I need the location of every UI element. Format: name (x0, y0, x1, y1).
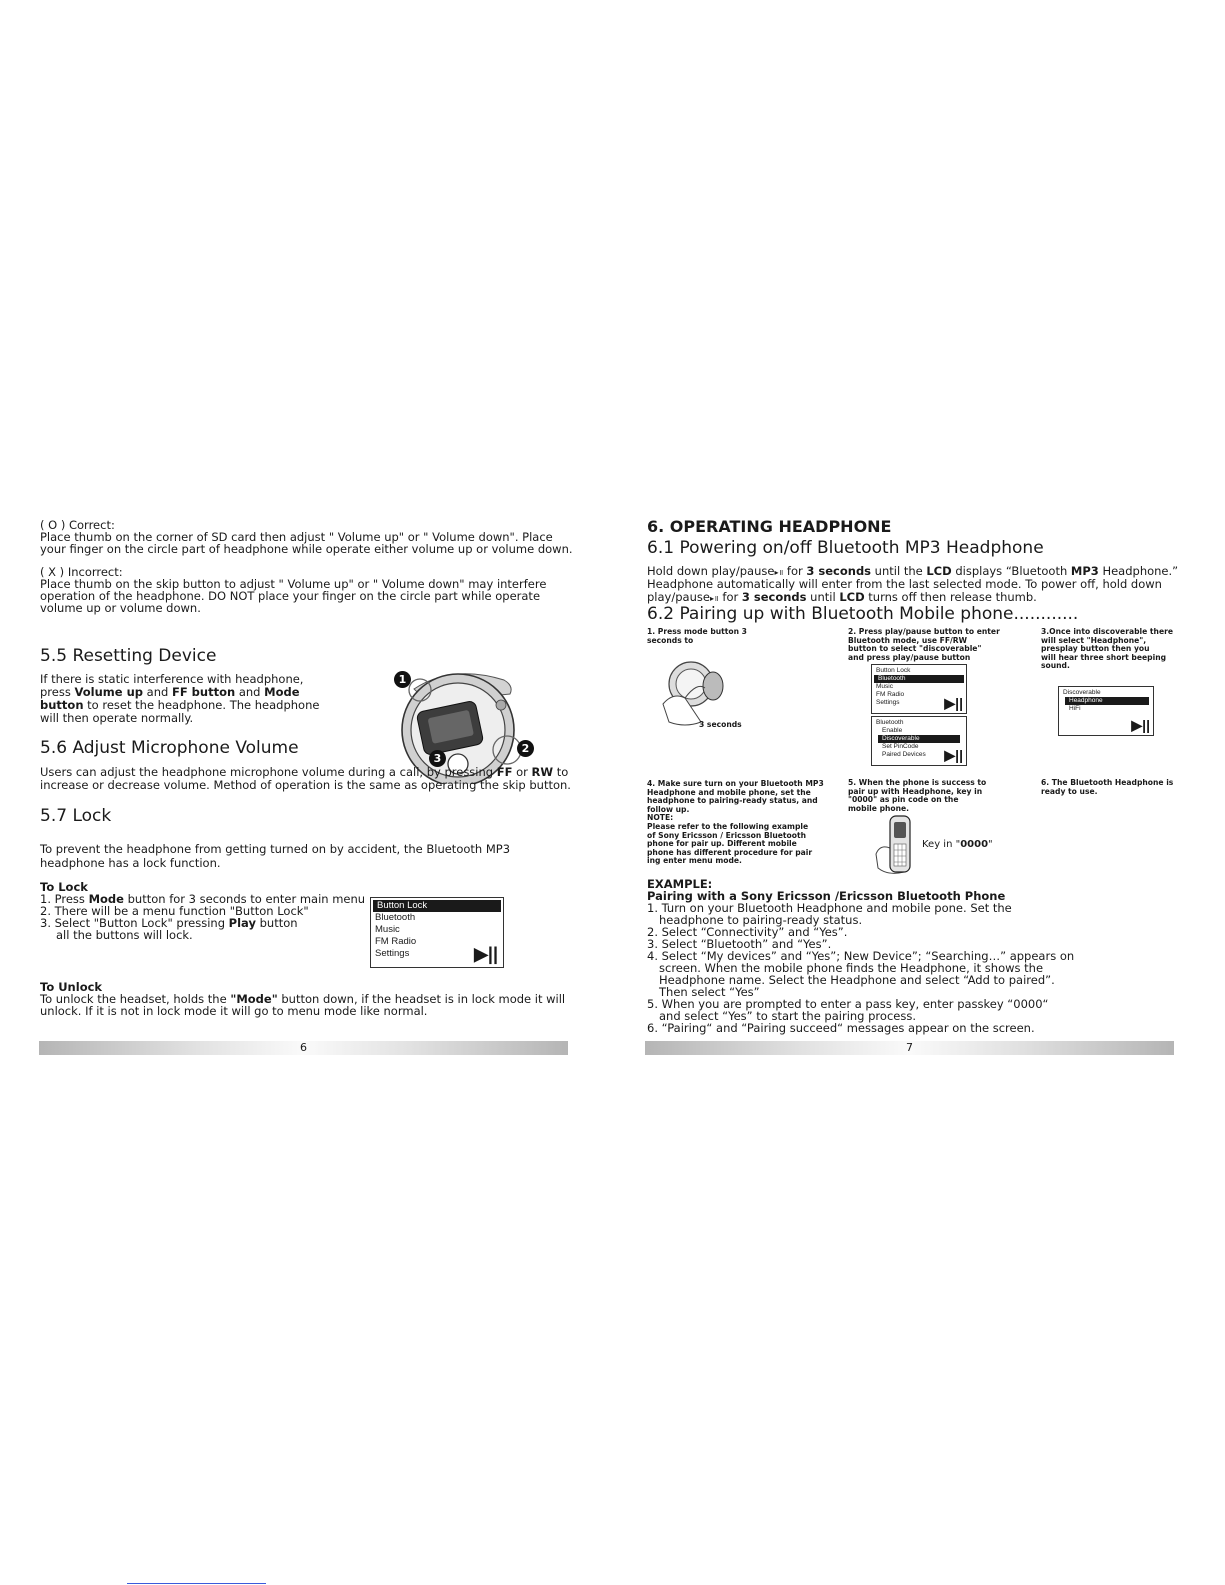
lcd-menu-item: FM Radio (876, 691, 905, 698)
lcd-menu-item: HiFi (1069, 705, 1081, 712)
power-text-line: Headphone automatically will enter from the last selected mode. To power off, hold down (647, 577, 1162, 591)
callout-badge-3: 3 (429, 750, 446, 767)
lock-step: all the buttons will lock. (56, 928, 193, 942)
example-subheading: Pairing with a Sony Ericsson /Ericsson Bluetooth Phone (647, 889, 1006, 903)
lcd-menu-item: Enable (882, 727, 903, 734)
lock-step: 1. Press Mode button for 3 seconds to enter main menu (40, 892, 366, 906)
example-line: screen. When the mobile phone finds the Headphone, it shows the (659, 961, 1044, 975)
section-title-pairing: 6.2 Pairing up with Bluetooth Mobile phone............ (647, 604, 1079, 624)
example-line: 1. Turn on your Bluetooth Headphone and mobile pone. Set the (647, 901, 1012, 915)
pairing-step-5: 5. When the phone is success to pair up with Headphone, key in "0000" as pin code on the mobile phone. (848, 778, 987, 813)
to-lock-heading: To Lock (40, 880, 88, 894)
step-1-caption: 3 seconds (699, 720, 742, 729)
key-in-label: Key in "0000" (922, 839, 993, 850)
lock-text-line: headphone has a lock function. (40, 856, 221, 870)
unlock-text-line: unlock. If it is not in lock mode it will go to menu mode like normal. (40, 1004, 428, 1018)
hand-press-illustration (655, 652, 735, 730)
reset-text-line: button to reset the headphone. The headphone (40, 698, 320, 712)
to-unlock-heading: To Unlock (40, 980, 103, 994)
lcd-menu-item: Bluetooth (874, 675, 964, 683)
pairing-step-3: 3.Once into discoverable there will select "Headphone", presplay button then you will hear three short beeping sound. (1041, 627, 1173, 671)
example-line: 3. Select “Bluetooth” and “Yes”. (647, 937, 832, 951)
lcd-step2-bluetooth-menu (871, 716, 967, 766)
lock-step: 2. There will be a menu function "Button Lock" (40, 904, 309, 918)
incorrect-text-line: volume up or volume down. (40, 601, 201, 615)
lcd-menu-item: Bluetooth (375, 912, 416, 923)
incorrect-heading: ( X ) Incorrect: (40, 565, 123, 579)
example-line: Headphone name. Select the Headphone and select “Add to paired”. (659, 973, 1055, 987)
reset-text-line: will then operate normally. (40, 711, 194, 725)
lock-text-line: To prevent the headphone from getting turned on by accident, the Bluetooth MP3 (40, 842, 511, 856)
lcd-menu-item: Button Lock (373, 900, 501, 912)
lcd-menu-item: Headphone (1065, 697, 1149, 705)
correct-heading: ( O ) Correct: (40, 518, 115, 532)
pairing-step-1: 1. Press mode button 3 seconds to (647, 627, 747, 645)
incorrect-text-line: operation of the headphone. DO NOT place your finger on the circle part while operate (40, 589, 541, 603)
section-title-lock: 5.7 Lock (40, 806, 112, 826)
power-text-line: play/pause▸॥ for 3 seconds until LCD turns off then release thumb. (647, 590, 1037, 604)
lcd-main-menu (370, 897, 504, 968)
lcd-menu-item: FM Radio (375, 936, 417, 947)
lcd-menu-item: Music (876, 683, 893, 690)
play-pause-icon: ▶|| (944, 695, 963, 711)
section-title-mic-volume: 5.6 Adjust Microphone Volume (40, 738, 299, 758)
reset-text-line: press Volume up and FF button and Mode (40, 685, 300, 699)
example-line: 2. Select “Connectivity” and “Yes”. (647, 925, 848, 939)
section-title-reset: 5.5 Resetting Device (40, 646, 217, 666)
lcd-menu-item: Discoverable (878, 735, 960, 743)
example-line: 6. “Pairing“ and “Pairing succeed“ messages appear on the screen. (647, 1021, 1035, 1035)
example-line: 4. Select “My devices” and “Yes”; New Device”; “Searching…” appears on (647, 949, 1075, 963)
example-steps (647, 902, 1074, 1034)
page-number: 6 (300, 1041, 307, 1054)
chapter-title: 6. OPERATING HEADPHONE (647, 517, 892, 536)
hand-drawing (655, 652, 735, 730)
lcd-menu-item: Paired Devices (882, 751, 926, 758)
lcd-menu-item: Music (375, 924, 400, 935)
unlock-text-line: To unlock the headset, holds the "Mode" button down, if the headset is in lock mode it will (40, 992, 566, 1006)
correct-text-line: Place thumb on the corner of SD card then adjust " Volume up" or " Volume down". Place (40, 530, 553, 544)
example-line: 5. When you are prompted to enter a pass key, enter passkey “0000“ (647, 997, 1049, 1011)
callout-badge-2: 2 (517, 740, 534, 757)
lcd-menu-item: Settings (375, 948, 410, 959)
example-line: and select “Yes” to start the pairing process. (659, 1009, 916, 1023)
play-pause-icon: ▶|| (474, 944, 498, 964)
pairing-step-6: 6. The Bluetooth Headphone is ready to use. (1041, 778, 1174, 796)
incorrect-text-line: Place thumb on the skip button to adjust " Volume up" or " Volume down" may interfere (40, 577, 547, 591)
power-text-line: Hold down play/pause▸॥ for 3 seconds until the LCD displays “Bluetooth MP3 Headphone.” (647, 564, 1179, 578)
phone-drawing (874, 814, 924, 876)
lcd-menu-item: Set PinCode (882, 743, 919, 750)
mic-text-line: increase or decrease volume. Method of operation is the same as operating the skip button. (40, 778, 571, 792)
lcd-menu-item: Button Lock (876, 667, 911, 674)
example-heading: EXAMPLE: (647, 877, 713, 891)
play-pause-icon: ▸॥ (774, 568, 784, 577)
pairing-step-4: 4. Make sure turn on your Bluetooth MP3 Headphone and mobile phone, set the headphone to pairing-ready status, and follow up. NOTE: Please refer to the following example of Sony Ericsson / Ericsson Bluetooth phone for pair up. Different mobile phone has different procedure for pair ing enter menu mode. (647, 779, 824, 866)
play-pause-icon: ▶|| (1131, 717, 1150, 733)
pairing-step-2: 2. Press play/pause button to enter Bluetooth mode, use FF/RW button to select "discoverable" and press play/pause button (848, 627, 1000, 662)
mic-text-line: Users can adjust the headphone microphone volume during a call, by pressing FF or RW to (40, 765, 569, 779)
lcd-menu-item: Settings (876, 699, 900, 706)
section-title-power: 6.1 Powering on/off Bluetooth MP3 Headphone (647, 538, 1044, 558)
reset-text-line: If there is static interference with headphone, (40, 672, 304, 686)
lcd-step2-main-menu (871, 664, 967, 714)
lock-step: 3. Select "Button Lock" pressing Play button (40, 916, 298, 930)
play-pause-icon: ▶|| (944, 747, 963, 763)
play-pause-icon: ▸॥ (709, 594, 719, 603)
example-line: Then select “Yes” (659, 985, 760, 999)
bottom-link-underline (127, 1583, 266, 1584)
lcd-step3-discoverable (1058, 686, 1154, 736)
lcd-menu-item: Discoverable (1063, 689, 1101, 696)
lcd-menu-item: Bluetooth (876, 719, 904, 726)
correct-text-line: your finger on the circle part of headphone while operate either volume up or volume down. (40, 542, 573, 556)
callout-badge-1: 1 (394, 671, 411, 688)
page-number: 7 (906, 1041, 913, 1054)
mobile-phone-illustration (874, 814, 924, 876)
example-line: headphone to pairing-ready status. (659, 913, 863, 927)
